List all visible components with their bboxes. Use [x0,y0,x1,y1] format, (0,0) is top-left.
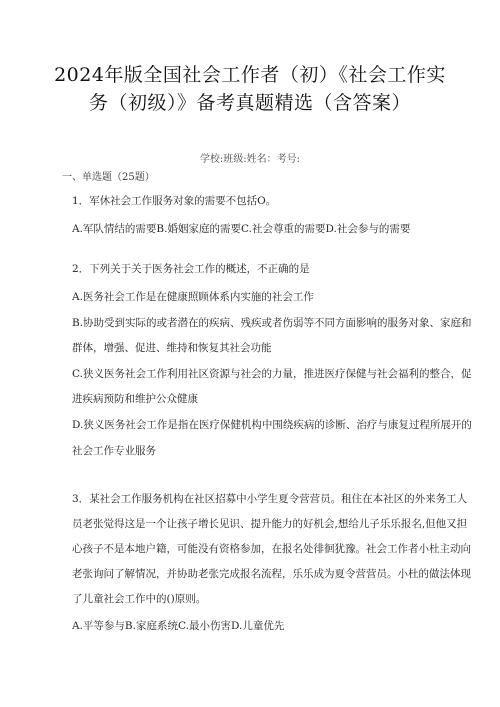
question-2-option-a: A.医务社会工作是在健康照顾体系内实施的社会工作 [72,291,314,303]
question-2-option-b: B.协助受到实际的或者潜在的疾病、残疾或者伤弱等不同方面影响的服务对象、家庭和 [72,317,472,329]
section-header: 一、单选题（25题） [62,172,155,183]
question-3-stem-line-4: 老张询问了解情况，并协助老张完成报名流程，乐乐成为夏令营营员。小杜的做法体现 [72,568,471,580]
question-3-options: A.平等参与B.家庭系统C.最小伤害D.儿童优先 [72,620,285,632]
question-3-stem-line-1: 3．某社会工作服务机构在社区招募中小学生夏令营营员。租住在本社区的外来务工人 [72,493,468,505]
question-3-stem-line-5: 了儿童社会工作中的()原则。 [72,593,207,605]
question-3-stem-line-2: 员老张觉得这是一个让孩子增长见识、提升能力的好机会,想给儿子乐乐报名,但他又担 [72,518,468,530]
question-2-option-b-cont: 群体，增强、促进、维持和恢复其社会功能 [72,342,272,354]
document-title-line-2: 务（初级）》备考真题精选（含答案） [88,92,411,114]
question-2-option-d: D.狭义医务社会工作是指在医疗保健机构中围绕疾病的诊断、治疗与康复过程所展开的 [72,419,472,431]
document-title-line-1: 2024年版全国社会工作者（初）《社会工作实 [54,64,446,86]
question-2-stem: 2．下列关于关于医务社会工作的概述，不正确的是 [72,263,310,275]
question-2-option-c-cont: 进疾病预防和维护公众健康 [72,393,198,405]
question-2-option-d-cont: 社会工作专业服务 [72,445,156,457]
question-1-options: A.军队情结的需要B.婚姻家庭的需要C.社会尊重的需要D.社会参与的需要 [72,223,411,235]
question-2-option-c: C.狭义医务社会工作利用社区资源与社会的力量，推进医疗保健与社会福利的整合，促 [72,368,472,380]
student-info-line: 学校:班级:姓名：考号: [199,154,301,165]
question-3-stem-line-3: 心孩子不是本地户籍，可能没有资格参加，在报名处徘徊犹豫。社会工作者小杜主动向 [72,543,471,555]
question-1-stem: 1．军休社会工作服务对象的需要不包括O。 [72,195,277,207]
